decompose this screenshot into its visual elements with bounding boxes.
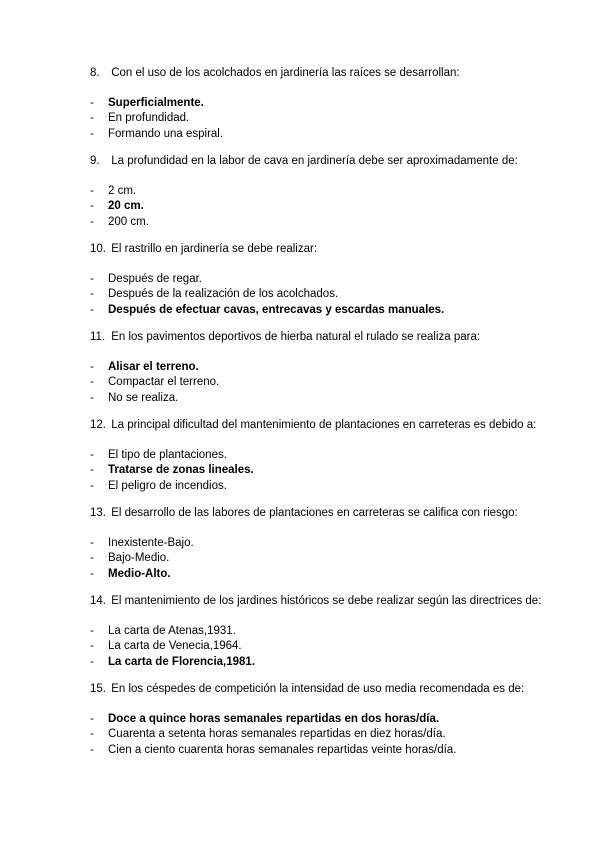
answer-option-correct (90, 199, 560, 215)
question (90, 506, 560, 522)
dash-bullet-icon: - (90, 624, 94, 637)
question-text: La principal dificultad del mantenimiento de plantaciones en carreteras es debido a: (111, 419, 537, 431)
question-block (90, 418, 560, 494)
answer-option (90, 743, 560, 759)
dash-bullet-icon: - (90, 127, 94, 140)
answer-option (90, 448, 560, 464)
question (90, 594, 560, 610)
dash-bullet-icon: - (90, 743, 94, 756)
answer-option-correct (90, 712, 560, 728)
answer-option-text: Después de regar. (108, 272, 202, 285)
question (90, 154, 560, 170)
dash-bullet-icon: - (90, 712, 94, 725)
question-text: En los céspedes de competición la intensidad de uso media recomendada es de: (111, 683, 525, 695)
answer-option-text: 20 cm. (108, 200, 144, 212)
dash-bullet-icon: - (90, 96, 94, 109)
answer-option-text: Inexistente-Bajo. (108, 536, 194, 549)
question-text: En los pavimentos deportivos de hierba natural el rulado se realiza para: (111, 331, 481, 343)
answer-option-text: El tipo de plantaciones. (108, 448, 227, 461)
answer-option-text: Bajo-Medio. (108, 552, 170, 564)
answer-option (90, 111, 560, 127)
question-number: 8. (90, 67, 100, 79)
answer-options (90, 360, 560, 407)
question-block (90, 66, 560, 142)
answer-option (90, 624, 560, 640)
dash-bullet-icon: - (90, 536, 94, 549)
question-number: 15. (90, 683, 106, 695)
answer-options (90, 624, 560, 671)
answer-option-text: La carta de Florencia,1981. (108, 655, 256, 668)
answer-option-correct (90, 463, 560, 479)
dash-bullet-icon: - (90, 200, 94, 212)
answer-option-text: Después de efectuar cavas, entrecavas y escardas manuales. (108, 303, 445, 316)
answer-option (90, 184, 560, 200)
answer-option (90, 639, 560, 655)
answer-option-text: Medio-Alto. (108, 567, 171, 580)
question-block (90, 682, 560, 758)
question-text: El desarrollo de las labores de plantaciones en carreteras se califica con riesgo: (111, 507, 518, 519)
question (90, 682, 560, 698)
question (90, 242, 560, 258)
question-block (90, 506, 560, 582)
dash-bullet-icon: - (90, 552, 94, 564)
answer-option (90, 287, 560, 303)
question-block (90, 330, 560, 406)
answer-option-text: Compactar el terreno. (108, 376, 220, 388)
dash-bullet-icon: - (90, 655, 94, 668)
answer-option-text: La carta de Venecia,1964. (108, 640, 242, 652)
answer-option-text: 200 cm. (108, 215, 149, 228)
question-number: 12. (90, 419, 106, 431)
answer-option-text: Cuarenta a setenta horas semanales repartidas en diez horas/día. (108, 728, 446, 740)
dash-bullet-icon: - (90, 112, 94, 124)
dash-bullet-icon: - (90, 376, 94, 388)
question (90, 330, 560, 346)
answer-option-correct (90, 567, 560, 583)
question-text: El mantenimiento de los jardines históricos se debe realizar según las directrices de: (111, 595, 542, 607)
dash-bullet-icon: - (90, 567, 94, 580)
question (90, 418, 560, 434)
answer-option-text: Cien a ciento cuarenta horas semanales repartidas veinte horas/día. (108, 743, 457, 756)
dash-bullet-icon: - (90, 640, 94, 652)
answer-option-text: Formando una espiral. (108, 127, 224, 140)
question-text: Con el uso de los acolchados en jardinería las raíces se desarrollan: (111, 67, 460, 79)
dash-bullet-icon: - (90, 288, 94, 300)
question-block (90, 154, 560, 230)
answer-option-text: Superficialmente. (108, 96, 204, 109)
dash-bullet-icon: - (90, 391, 94, 404)
dash-bullet-icon: - (90, 728, 94, 740)
answer-options (90, 272, 560, 319)
dash-bullet-icon: - (90, 448, 94, 461)
dash-bullet-icon: - (90, 184, 94, 197)
answer-option-correct (90, 96, 560, 112)
question-block (90, 242, 560, 318)
answer-options (90, 536, 560, 583)
answer-options (90, 96, 560, 143)
question-text: La profundidad en la labor de cava en jardinería debe ser aproximadamente de: (111, 155, 518, 167)
answer-option-correct (90, 360, 560, 376)
answer-option (90, 375, 560, 391)
dash-bullet-icon: - (90, 215, 94, 228)
answer-option (90, 536, 560, 552)
answer-option-correct (90, 655, 560, 671)
answer-option (90, 551, 560, 567)
question-number: 9. (90, 155, 100, 167)
answer-option (90, 727, 560, 743)
answer-option (90, 272, 560, 288)
answer-option-text: Después de la realización de los acolchados. (108, 288, 339, 300)
question-block (90, 594, 560, 670)
answer-option (90, 479, 560, 495)
answer-option (90, 127, 560, 143)
question-number: 13. (90, 507, 106, 519)
answer-options (90, 448, 560, 495)
answer-option-text: No se realiza. (108, 391, 179, 404)
answer-option-text: La carta de Atenas,1931. (108, 624, 236, 637)
answer-option-correct (90, 303, 560, 319)
question-number: 10. (90, 243, 106, 255)
answer-option-text: En profundidad. (108, 112, 190, 124)
dash-bullet-icon: - (90, 464, 94, 476)
answer-option (90, 215, 560, 231)
answer-options (90, 184, 560, 231)
answer-options (90, 712, 560, 759)
question-number: 14. (90, 595, 106, 607)
answer-option (90, 391, 560, 407)
dash-bullet-icon: - (90, 303, 94, 316)
dash-bullet-icon: - (90, 360, 94, 373)
dash-bullet-icon: - (90, 479, 94, 492)
answer-option-text: El peligro de incendios. (108, 479, 227, 492)
answer-option-text: Tratarse de zonas lineales. (108, 464, 254, 476)
answer-option-text: Alisar el terreno. (108, 360, 199, 373)
question-text: El rastrillo en jardinería se debe realizar: (111, 243, 318, 255)
question (90, 66, 560, 82)
answer-option-text: Doce a quince horas semanales repartidas en dos horas/día. (108, 712, 440, 725)
answer-option-text: 2 cm. (108, 184, 137, 197)
dash-bullet-icon: - (90, 272, 94, 285)
question-number: 11. (90, 331, 106, 343)
